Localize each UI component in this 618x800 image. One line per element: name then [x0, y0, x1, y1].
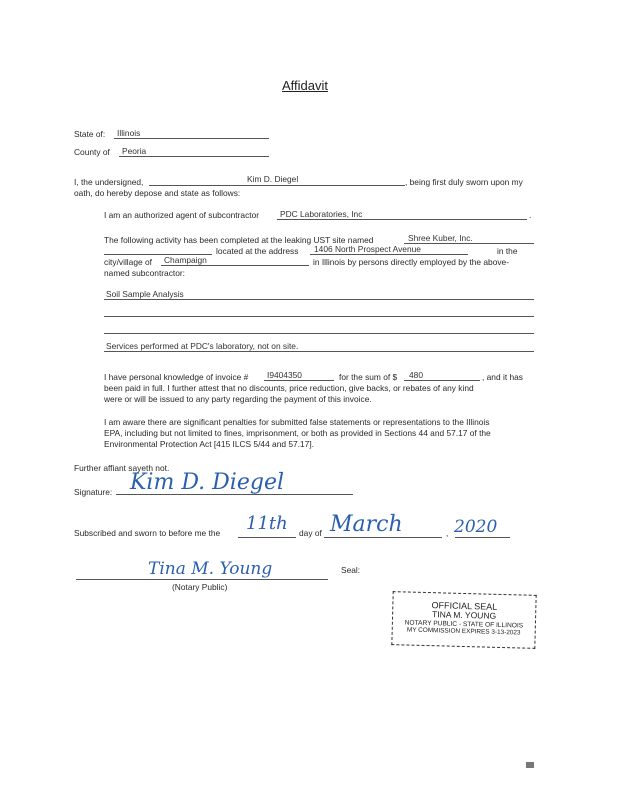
city-line: [161, 265, 309, 266]
p5-line1: I am aware there are significant penalties for submitted false statements or representations to the Illinois: [104, 417, 490, 427]
p5-line2: EPA, including but not limited to fines, imprisonment, or both as provided in Sections 44 and 57.17 of the: [104, 428, 491, 438]
p1-intro: I, the undersigned,: [74, 177, 144, 187]
county-label: County of: [74, 147, 110, 157]
undersigned-name: Kim D. Diegel: [247, 174, 299, 184]
notary-signature-image: Tina M. Young: [148, 559, 273, 579]
activity-line-2: [104, 316, 534, 317]
p4-sum-label: for the sum of $: [339, 372, 398, 382]
comma: ,: [446, 528, 449, 538]
signature-label: Signature:: [74, 487, 113, 497]
sworn-month-hand: March: [330, 512, 403, 537]
p1-sworn: , being first duly sworn upon my: [405, 177, 523, 187]
sworn-label: Subscribed and sworn to before me the: [74, 528, 221, 538]
p4-paid: , and it has: [482, 372, 523, 382]
sworn-day-hand: 11th: [246, 513, 288, 534]
county-value: Peoria: [122, 146, 147, 156]
activity-line-1: [104, 299, 534, 300]
state-label: State of:: [74, 129, 106, 139]
p5-line3: Environmental Protection Act [415 ILCS 5/44 and 57.17].: [104, 439, 314, 449]
p4-invoice-label: I have personal knowledge of invoice #: [104, 372, 249, 382]
seal-label: Seal:: [341, 565, 361, 575]
stamp-line-2: TINA M. YOUNG: [431, 609, 497, 621]
activity-line-3: [104, 333, 534, 334]
state-line: [114, 138, 269, 139]
p3-city-label: city/village of: [104, 257, 152, 267]
signature-image: Kim D. Diegel: [130, 470, 284, 495]
sworn-year-hand: 2020: [454, 517, 498, 537]
further-affiant: Further affiant sayeth not.: [74, 463, 170, 473]
address-line: [310, 254, 468, 255]
day-line: [238, 537, 296, 538]
city-value: Champaign: [164, 255, 207, 265]
sum-line: [404, 380, 480, 381]
invoice-line: [264, 380, 334, 381]
activity-line-4-value: Services performed at PDC's laboratory, not on site.: [106, 341, 299, 351]
notary-seal-stamp: [391, 591, 536, 649]
p4-line3: were or will be issued to any party regarding the payment of this invoice.: [104, 394, 372, 404]
activity-line-1-value: Soil Sample Analysis: [106, 289, 184, 299]
notary-line: [76, 579, 328, 580]
p4-line2: been paid in full. I further attest that no discounts, price reduction, give backs, or rebates of any kind: [104, 383, 474, 393]
p3-illinois: in Illinois by persons directly employed by the above-: [313, 257, 509, 267]
p3-address-label: located at the address: [216, 246, 299, 256]
document-title: Affidavit: [282, 78, 329, 93]
county-line: [119, 156, 269, 157]
stamp-line-4: MY COMMISSION EXPIRES 3-13-2023: [406, 626, 521, 637]
subcontractor-value: PDC Laboratories, Inc: [280, 209, 363, 219]
subcontractor-line: [277, 219, 527, 220]
notary-label: (Notary Public): [172, 582, 228, 592]
sum-value: 480: [409, 370, 423, 380]
p2-period: .: [529, 210, 532, 220]
address-value: 1406 North Prospect Avenue: [314, 244, 421, 254]
p3-named: named subcontractor:: [104, 268, 186, 278]
day-of-label: day of: [299, 528, 322, 538]
name-line: [149, 185, 405, 186]
site-name-line: [404, 243, 534, 244]
state-value: Illinois: [117, 128, 141, 138]
stamp-line-3: NOTARY PUBLIC - STATE OF ILLINOIS: [404, 619, 524, 630]
p1-oath: oath, do hereby depose and state as follows:: [74, 188, 241, 198]
p3-in-the: in the: [497, 246, 518, 256]
stamp-line-1: OFFICIAL SEAL: [431, 600, 498, 612]
p2-agent: I am an authorized agent of subcontractor: [104, 210, 260, 220]
site-name-value: Shree Kuber, Inc.: [408, 233, 473, 243]
activity-line-4: [104, 351, 534, 352]
scan-mark-icon: [526, 762, 534, 768]
p3-line1: The following activity has been completed at the leaking UST site named: [104, 235, 374, 245]
invoice-value: I9404350: [267, 370, 302, 380]
